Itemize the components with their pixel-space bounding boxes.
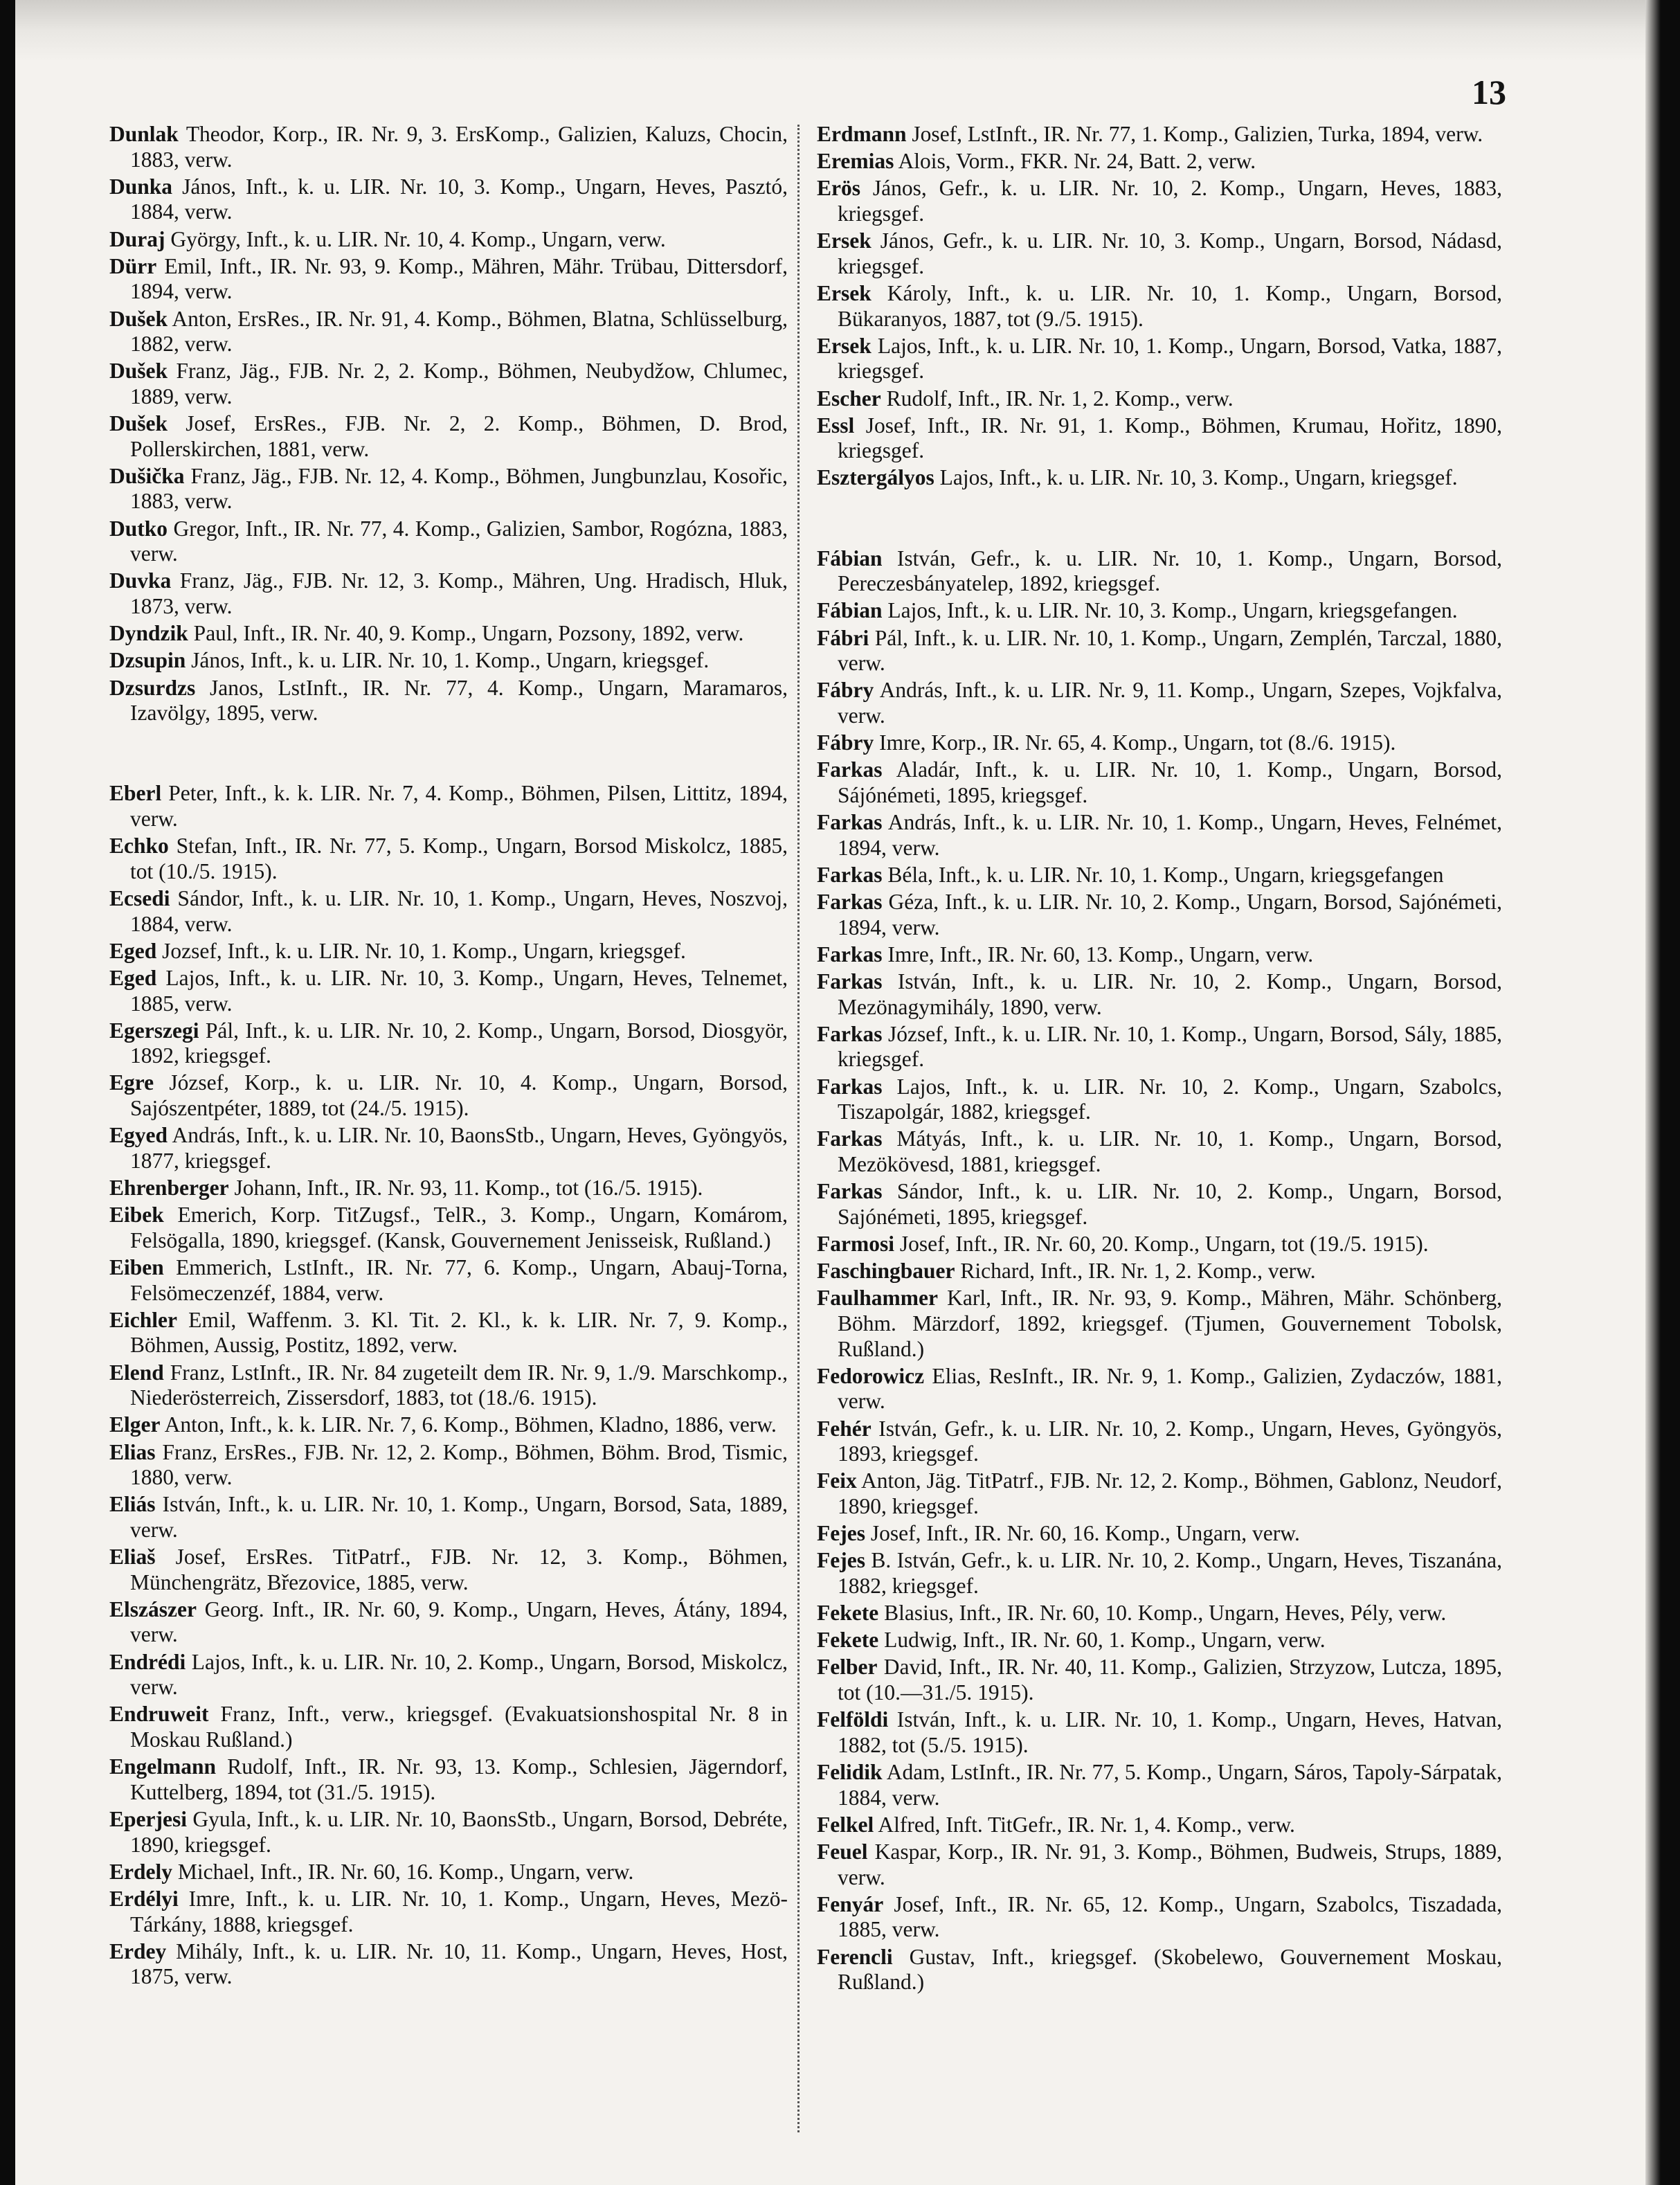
entry-surname: Fábry [817, 730, 874, 755]
entry-surname: Egyed [109, 1123, 168, 1148]
entry-surname: Fábian [817, 598, 883, 623]
entry-details: Stefan, Inft., IR. Nr. 77, 5. Komp., Ungarn, Borsod Miskolcz, 1885, tot (10./5. 1915). [130, 834, 788, 883]
entry-surname: Eliaš [109, 1545, 156, 1570]
entry-surname: Eperjesi [109, 1807, 187, 1831]
entry-surname: Engelmann [109, 1754, 217, 1779]
entry-surname: Eichler [109, 1307, 177, 1332]
entry-surname: Fenyár [817, 1891, 884, 1916]
roll-entry [109, 1860, 788, 1885]
roll-entry [109, 1807, 788, 1858]
roll-entry [109, 254, 788, 305]
entry-surname: Ersek [817, 228, 871, 253]
entry-details: Johann, Inft., IR. Nr. 93, 11. Komp., tot (16./5. 1915). [234, 1176, 703, 1201]
roll-entry [109, 966, 788, 1016]
entry-details: István, Inft., k. u. LIR. Nr. 10, 2. Komp., Ungarn, Borsod, Mezönagymihály, 1890, verw. [838, 969, 1502, 1019]
entry-details: Lajos, Inft., k. u. LIR. Nr. 10, 3. Komp., Ungarn, Heves, Telnemet, 1885, verw. [130, 965, 788, 1016]
entry-details: Michael, Inft., IR. Nr. 60, 16. Komp., Ungarn, verw. [177, 1859, 634, 1884]
entry-details: István, Gefr., k. u. LIR. Nr. 10, 2. Komp., Ungarn, Heves, Gyöngyös, 1893, kriegsgef. [838, 1416, 1502, 1466]
roll-entry [817, 757, 1502, 808]
roll-entry [817, 1840, 1502, 1890]
entry-surname: Dušek [109, 359, 168, 384]
roll-entry [817, 176, 1502, 226]
roll-entry [109, 621, 788, 647]
roll-entry [817, 1521, 1502, 1547]
entry-details: János, Gefr., k. u. LIR. Nr. 10, 3. Komp., Ungarn, Borsod, Nádasd, kriegsgef. [838, 228, 1502, 278]
entry-details: Lajos, Inft., k. u. LIR. Nr. 10, 2. Komp., Ungarn, Szabolcs, Tiszapolgár, 1882, kriegsgef. [838, 1074, 1502, 1124]
entry-surname: Farkas [817, 890, 883, 915]
entry-surname: Ersek [817, 280, 871, 305]
roll-entry [817, 228, 1502, 279]
entry-details: András, Inft., k. u. LIR. Nr. 10, BaonsStb., Ungarn, Heves, Gyöngyös, 1877, kriegsgef. [130, 1123, 788, 1173]
entry-details: Adam, LstInft., IR. Nr. 77, 5. Komp., Ungarn, Sáros, Tapoly-Sárpatak, 1884, verw. [838, 1760, 1502, 1810]
roll-entry [109, 781, 788, 831]
roll-entry [817, 1655, 1502, 1705]
roll-entry [817, 1760, 1502, 1810]
roll-entry [817, 890, 1502, 940]
entry-details: Josef, ErsRes., FJB. Nr. 2, 2. Komp., Böhmen, D. Brod, Pollerskirchen, 1881, verw. [130, 411, 788, 461]
entry-surname: Eibek [109, 1203, 164, 1228]
entry-surname: Elszászer [109, 1597, 197, 1621]
roll-entry [817, 334, 1502, 384]
entry-details: Lajos, Inft., k. u. LIR. Nr. 10, 2. Komp., Ungarn, Borsod, Miskolcz, verw. [130, 1649, 788, 1700]
entry-details: Imre, Inft., IR. Nr. 60, 13. Komp., Ungarn, verw. [887, 942, 1314, 966]
roll-entry [109, 1255, 788, 1306]
roll-entry [817, 149, 1502, 174]
entry-details: János, Gefr., k. u. LIR. Nr. 10, 2. Komp., Ungarn, Heves, 1883, kriegsgef. [838, 176, 1502, 226]
entry-surname: Felidik [817, 1760, 883, 1784]
entry-details: Jozsef, Inft., k. u. LIR. Nr. 10, 1. Komp., Ungarn, kriegsgef. [162, 938, 686, 963]
entry-details: Josef, LstInft., IR. Nr. 77, 1. Komp., Galizien, Turka, 1894, verw. [912, 122, 1483, 146]
entry-details: Géza, Inft., k. u. LIR. Nr. 10, 2. Komp., Ungarn, Borsod, Sajónémeti, 1894, verw. [838, 890, 1502, 939]
roll-entry [109, 122, 788, 172]
entry-details: István, Inft., k. u. LIR. Nr. 10, 1. Komp., Ungarn, Borsod, Sata, 1889, verw. [130, 1492, 788, 1542]
entry-details: Josef, Inft., IR. Nr. 60, 16. Komp., Ungarn, verw. [870, 1521, 1300, 1546]
entry-surname: Escher [817, 386, 881, 411]
entry-details: Franz, Jäg., FJB. Nr. 12, 3. Komp., Mähren, Ung. Hradisch, Hluk, 1873, verw. [130, 568, 788, 619]
entry-surname: Fekete [817, 1601, 879, 1626]
entry-details: Richard, Inft., IR. Nr. 1, 2. Komp., verw. [960, 1259, 1316, 1284]
entry-details: Sándor, Inft., k. u. LIR. Nr. 10, 2. Komp., Ungarn, Borsod, Sajónémeti, 1895, kriegsgef. [838, 1179, 1502, 1229]
entry-details: Pál, Inft., k. u. LIR. Nr. 10, 2. Komp., Ungarn, Borsod, Diosgyör, 1892, kriegsgef. [130, 1018, 788, 1068]
roll-entry [109, 834, 788, 884]
entry-details: József, Inft., k. u. LIR. Nr. 10, 1. Komp., Ungarn, Borsod, Sály, 1885, kriegsgef. [838, 1021, 1502, 1072]
roll-entry [817, 1417, 1502, 1467]
entry-surname: Farmosi [817, 1232, 894, 1256]
entry-details: Lajos, Inft., k. u. LIR. Nr. 10, 3. Komp., Ungarn, kriegsgef. [939, 465, 1458, 490]
roll-entry [109, 1123, 788, 1174]
roll-entry [817, 546, 1502, 597]
roll-entry [109, 1754, 788, 1805]
roll-entry [109, 1597, 788, 1648]
entry-details: Béla, Inft., k. u. LIR. Nr. 10, 1. Komp., Ungarn, kriegsgefangen [887, 862, 1444, 887]
roll-entry [817, 1232, 1502, 1257]
roll-entry [109, 1176, 788, 1201]
entry-surname: Ecsedi [109, 885, 170, 910]
roll-entry [817, 1468, 1502, 1519]
entry-details: Imre, Korp., IR. Nr. 65, 4. Komp., Ungarn, tot (8./6. 1915). [879, 730, 1396, 755]
right-column [817, 122, 1502, 2123]
entry-surname: Erdey [109, 1939, 167, 1963]
roll-entry [817, 1022, 1502, 1072]
entry-details: Alois, Vorm., FKR. Nr. 24, Batt. 2, verw. [898, 149, 1256, 174]
roll-entry [109, 1702, 788, 1752]
roll-entry [817, 413, 1502, 464]
left-column [109, 122, 788, 2123]
entry-surname: Elias [109, 1439, 156, 1464]
roll-entry [109, 359, 788, 409]
scan-border-right [1645, 0, 1680, 2185]
entry-surname: Fehér [817, 1416, 871, 1441]
roll-entry [817, 281, 1502, 332]
entry-details: János, Inft., k. u. LIR. Nr. 10, 3. Komp., Ungarn, Heves, Pasztó, 1884, verw. [130, 174, 788, 224]
entry-surname: Echko [109, 834, 169, 858]
entry-surname: Fábri [817, 625, 869, 650]
entry-details: Emil, Waffenm. 3. Kl. Tit. 2. Kl., k. k. LIR. Nr. 7, 9. Komp., Böhmen, Aussig, Postitz, 1892, verw. [130, 1307, 788, 1358]
entry-surname: Eged [109, 965, 157, 990]
entry-details: Franz, Jäg., FJB. Nr. 12, 4. Komp., Böhmen, Jungbunzlau, Kosořic, 1883, verw. [130, 463, 788, 514]
scan-shadow-top [0, 0, 1680, 62]
roll-entry [109, 1545, 788, 1595]
entry-surname: Eliás [109, 1492, 156, 1517]
entry-details: Josef, Inft., IR. Nr. 91, 1. Komp., Böhmen, Krumau, Hořitz, 1890, kriegsgef. [838, 413, 1502, 463]
entry-surname: Fábian [817, 546, 883, 570]
roll-entry [817, 598, 1502, 624]
roll-entry [109, 1018, 788, 1069]
entry-surname: Felföldi [817, 1707, 889, 1732]
roll-entry [109, 1440, 788, 1491]
roll-entry [109, 886, 788, 937]
entry-details: Anton, Inft., k. k. LIR. Nr. 7, 6. Komp., Böhmen, Kladno, 1886, verw. [164, 1412, 777, 1437]
entry-surname: Farkas [817, 1126, 883, 1151]
roll-entry [817, 386, 1502, 412]
roll-entry [817, 942, 1502, 968]
roll-entry [817, 1126, 1502, 1177]
entry-details: Imre, Inft., k. u. LIR. Nr. 10, 1. Komp., Ungarn, Heves, Mezö-Tárkány, 1888, kriegsgef. [130, 1886, 788, 1936]
roll-entry [817, 1945, 1502, 1995]
entry-surname: Fábry [817, 678, 874, 703]
entry-surname: Farkas [817, 810, 883, 835]
entry-surname: Faschingbauer [817, 1259, 955, 1284]
roll-entry [817, 1548, 1502, 1599]
entry-details: Aladár, Inft., k. u. LIR. Nr. 10, 1. Komp., Ungarn, Borsod, Sájónémeti, 1895, kriegsgef. [838, 757, 1502, 807]
column-divider [797, 125, 800, 2132]
entry-surname: Eiben [109, 1255, 164, 1279]
entry-surname: Egerszegi [109, 1018, 199, 1043]
entry-details: György, Inft., k. u. LIR. Nr. 10, 4. Komp., Ungarn, verw. [170, 226, 666, 251]
entry-details: Georg. Inft., IR. Nr. 60, 9. Komp., Ungarn, Heves, Átány, 1894, verw. [130, 1597, 788, 1647]
entry-details: Ludwig, Inft., IR. Nr. 60, 1. Komp., Ungarn, verw. [884, 1628, 1326, 1653]
entry-details: Gregor, Inft., IR. Nr. 77, 4. Komp., Galizien, Sambor, Rogózna, 1883, verw. [130, 516, 788, 566]
roll-entry [109, 1650, 788, 1700]
entry-details: Lajos, Inft., k. u. LIR. Nr. 10, 1. Komp., Ungarn, Borsod, Vatka, 1887, kriegsgef. [838, 333, 1502, 384]
entry-surname: Feuel [817, 1839, 868, 1864]
roll-entry [109, 939, 788, 964]
entry-surname: Dušek [109, 411, 168, 436]
entry-surname: Endruweit [109, 1702, 209, 1727]
roll-entry [109, 174, 788, 225]
roll-entry [817, 1601, 1502, 1626]
entry-surname: Farkas [817, 1179, 883, 1204]
entry-surname: Dzsupin [109, 648, 186, 673]
roll-entry [109, 1412, 788, 1438]
roll-entry [109, 464, 788, 514]
roll-entry [109, 411, 788, 462]
roll-entry [109, 516, 788, 567]
entry-surname: Elger [109, 1412, 161, 1437]
entry-details: Sándor, Inft., k. u. LIR. Nr. 10, 1. Komp., Ungarn, Heves, Noszvoj, 1884, verw. [130, 885, 788, 936]
entry-details: Mátyás, Inft., k. u. LIR. Nr. 10, 1. Komp., Ungarn, Borsod, Mezökövesd, 1881, kriegsgef. [838, 1126, 1502, 1177]
entry-surname: Esztergályos [817, 465, 934, 490]
entry-details: Franz, LstInft., IR. Nr. 84 zugeteilt dem IR. Nr. 9, 1./9. Marschkomp., Niederösterreich, Zissersdorf, 1883, tot (18./6. 1915). [130, 1360, 788, 1410]
entry-surname: Farkas [817, 1021, 883, 1046]
roll-entry [817, 1286, 1502, 1362]
roll-entry [817, 1179, 1502, 1230]
entry-surname: Dunka [109, 174, 173, 199]
entry-details: Josef, Inft., IR. Nr. 60, 20. Komp., Ungarn, tot (19./5. 1915). [899, 1232, 1429, 1256]
entry-surname: Felkel [817, 1812, 874, 1837]
entry-details: Elias, ResInft., IR. Nr. 9, 1. Komp., Galizien, Zydaczów, 1881, verw. [838, 1363, 1502, 1414]
entry-details: Anton, ErsRes., IR. Nr. 91, 4. Komp., Böhmen, Blatna, Schlüsselburg, 1882, verw. [130, 306, 788, 357]
entry-details: Emerich, Korp. TitZugsf., TelR., 3. Komp., Ungarn, Komárom, Felsögalla, 1890, kriegsgef. (Kansk, Gouvernement Jenisseisk, Rußland.) [130, 1203, 788, 1252]
roll-entry [109, 648, 788, 674]
roll-entry [109, 307, 788, 357]
entry-surname: Erdely [109, 1859, 172, 1884]
scan-border-left [0, 0, 15, 2185]
entry-details: Franz, Inft., verw., kriegsgef. (Evakuatsionshospital Nr. 8 in Moskau Rußland.) [130, 1702, 788, 1752]
section-gap [109, 728, 788, 781]
entry-surname: Dürr [109, 253, 157, 278]
entry-details: Janos, LstInft., IR. Nr. 77, 4. Komp., Ungarn, Maramaros, Izavölgy, 1895, verw. [130, 675, 788, 726]
roll-entry [109, 1492, 788, 1543]
roll-entry [109, 1070, 788, 1121]
entry-details: Emil, Inft., IR. Nr. 93, 9. Komp., Mähren, Mähr. Trübau, Dittersdorf, 1894, verw. [130, 253, 788, 304]
entry-details: Gustav, Inft., kriegsgef. (Skobelewo, Gouvernement Moskau, Rußland.) [838, 1944, 1502, 1995]
entry-surname: Dunlak [109, 122, 179, 146]
roll-entry [817, 1892, 1502, 1943]
entry-surname: Farkas [817, 942, 883, 966]
entry-surname: Dušek [109, 306, 168, 331]
entry-surname: Eremias [817, 149, 894, 174]
roll-entry [817, 969, 1502, 1020]
entry-details: Anton, Jäg. TitPatrf., FJB. Nr. 12, 2. Komp., Böhmen, Gablonz, Neudorf, 1890, kriegsgef. [838, 1468, 1502, 1518]
entry-surname: Erdélyi [109, 1886, 179, 1911]
entry-surname: Felber [817, 1655, 878, 1680]
roll-entry [817, 678, 1502, 728]
roll-entry [817, 1259, 1502, 1284]
roll-entry [817, 465, 1502, 491]
roll-entry [817, 810, 1502, 861]
entry-details: Peter, Inft., k. k. LIR. Nr. 7, 4. Komp., Böhmen, Pilsen, Littitz, 1894, verw. [130, 781, 788, 831]
entry-surname: Fejes [817, 1521, 865, 1546]
entry-surname: Erdmann [817, 122, 907, 146]
entry-surname: Dzsurdzs [109, 675, 196, 700]
entry-surname: Dyndzik [109, 621, 188, 646]
section-gap [817, 493, 1502, 546]
entry-details: Gyula, Inft., k. u. LIR. Nr. 10, BaonsStb., Ungarn, Borsod, Debréte, 1890, kriegsgef. [130, 1807, 788, 1857]
entry-details: Emmerich, LstInft., IR. Nr. 77, 6. Komp., Ungarn, Abauj-Torna, Felsömeczenzéf, 1884, verw. [130, 1255, 788, 1305]
roll-entry [817, 1628, 1502, 1653]
entry-details: István, Gefr., k. u. LIR. Nr. 10, 1. Komp., Ungarn, Borsod, Pereczesbányatelep, 1892, kriegsgef. [838, 546, 1502, 596]
entry-details: Josef, Inft., IR. Nr. 65, 12. Komp., Ungarn, Szabolcs, Tiszadada, 1885, verw. [838, 1891, 1502, 1942]
entry-details: B. István, Gefr., k. u. LIR. Nr. 10, 2. Komp., Ungarn, Heves, Tiszanána, 1882, kriegsgef. [838, 1548, 1502, 1598]
entry-surname: Erös [817, 176, 860, 201]
entry-surname: Dutko [109, 516, 168, 541]
roll-entry [817, 1364, 1502, 1414]
entry-surname: Ehrenberger [109, 1176, 229, 1201]
entry-surname: Fekete [817, 1628, 879, 1653]
entry-surname: Faulhammer [817, 1286, 938, 1311]
entry-surname: Farkas [817, 757, 883, 782]
entry-details: József, Korp., k. u. LIR. Nr. 10, 4. Komp., Ungarn, Borsod, Sajószentpéter, 1889, tot (24./5. 1915). [130, 1070, 788, 1121]
entry-details: András, Inft., k. u. LIR. Nr. 10, 1. Komp., Ungarn, Heves, Felnémet, 1894, verw. [838, 810, 1502, 860]
entry-details: András, Inft., k. u. LIR. Nr. 9, 11. Komp., Ungarn, Szepes, Vojkfalva, verw. [838, 678, 1502, 728]
entry-details: Alfred, Inft. TitGefr., IR. Nr. 1, 4. Komp., verw. [878, 1812, 1295, 1837]
entry-details: Franz, ErsRes., FJB. Nr. 12, 2. Komp., Böhmen, Böhm. Brod, Tismic, 1880, verw. [130, 1439, 788, 1490]
roll-entry [817, 1813, 1502, 1838]
entry-details: Josef, ErsRes. TitPatrf., FJB. Nr. 12, 3. Komp., Böhmen, Münchengrätz, Březovice, 1885, verw. [130, 1545, 788, 1594]
entry-details: Karl, Inft., IR. Nr. 93, 9. Komp., Mähren, Mähr. Schönberg, Böhm. Märzdorf, 1892, kriegsgef. (Tjumen, Gouvernement Tobolsk, Rußland.) [838, 1286, 1502, 1361]
roll-entry [817, 626, 1502, 676]
entry-surname: Ferencli [817, 1944, 893, 1969]
entry-details: David, Inft., IR. Nr. 40, 11. Komp., Galizien, Strzyzow, Lutcza, 1895, tot (10.—31./5. 1915). [838, 1655, 1502, 1705]
entry-details: Lajos, Inft., k. u. LIR. Nr. 10, 3. Komp., Ungarn, kriegsgefangen. [887, 598, 1458, 623]
entry-details: Kaspar, Korp., IR. Nr. 91, 3. Komp., Böhmen, Budweis, Strups, 1889, verw. [838, 1839, 1502, 1889]
entry-surname: Egre [109, 1070, 154, 1095]
entry-details: Pál, Inft., k. u. LIR. Nr. 10, 1. Komp., Ungarn, Zemplén, Tarczal, 1880, verw. [838, 625, 1502, 676]
roll-entry [109, 1939, 788, 1990]
entry-surname: Duraj [109, 226, 165, 251]
entry-surname: Feix [817, 1468, 857, 1493]
roll-entry [817, 730, 1502, 756]
entry-details: Paul, Inft., IR. Nr. 40, 9. Komp., Ungarn, Pozsony, 1892, verw. [193, 621, 744, 646]
roll-entry [109, 1308, 788, 1358]
entry-details: Mihály, Inft., k. u. LIR. Nr. 10, 11. Komp., Ungarn, Heves, Host, 1875, verw. [130, 1939, 788, 1989]
roll-entry [817, 1074, 1502, 1125]
entry-surname: Ersek [817, 333, 871, 358]
roll-entry [109, 676, 788, 726]
entry-details: Rudolf, Inft., IR. Nr. 1, 2. Komp., verw. [886, 386, 1234, 411]
entry-surname: Fejes [817, 1548, 865, 1573]
entry-surname: Dušička [109, 463, 185, 488]
entry-surname: Duvka [109, 568, 172, 593]
roll-entry [109, 568, 788, 619]
entry-surname: Essl [817, 413, 855, 438]
roll-entry [109, 1203, 788, 1253]
roll-entry [109, 1360, 788, 1411]
entry-surname: Farkas [817, 1074, 883, 1099]
entry-surname: Fedorowicz [817, 1363, 925, 1388]
entry-surname: Eberl [109, 781, 162, 806]
entry-surname: Farkas [817, 969, 883, 994]
entry-surname: Endrédi [109, 1649, 186, 1674]
roll-entry [817, 122, 1502, 147]
entry-details: István, Inft., k. u. LIR. Nr. 10, 1. Komp., Ungarn, Heves, Hatvan, 1882, tot (5./5. 1915). [838, 1707, 1502, 1757]
entry-surname: Elend [109, 1360, 164, 1385]
entry-details: Blasius, Inft., IR. Nr. 60, 10. Komp., Ungarn, Heves, Pély, verw. [884, 1601, 1447, 1626]
entry-details: Franz, Jäg., FJB. Nr. 2, 2. Komp., Böhmen, Neubydžow, Chlumec, 1889, verw. [130, 359, 788, 408]
entry-details: Károly, Inft., k. u. LIR. Nr. 10, 1. Komp., Ungarn, Borsod, Bükaranyos, 1887, tot (9./5. 1915). [838, 280, 1502, 331]
entry-details: Rudolf, Inft., IR. Nr. 93, 13. Komp., Schlesien, Jägerndorf, Kuttelberg, 1894, tot (31./5. 1915). [130, 1754, 788, 1804]
entry-details: János, Inft., k. u. LIR. Nr. 10, 1. Komp., Ungarn, kriegsgef. [191, 648, 710, 673]
page-number: 13 [1472, 73, 1506, 111]
entry-surname: Farkas [817, 862, 883, 887]
entry-details: Theodor, Korp., IR. Nr. 9, 3. ErsKomp., Galizien, Kaluzs, Chocin, 1883, verw. [130, 122, 788, 172]
entry-surname: Eged [109, 938, 157, 963]
roll-entry [109, 1887, 788, 1937]
roll-entry [817, 1707, 1502, 1758]
roll-entry [109, 227, 788, 253]
roll-entry [817, 863, 1502, 888]
